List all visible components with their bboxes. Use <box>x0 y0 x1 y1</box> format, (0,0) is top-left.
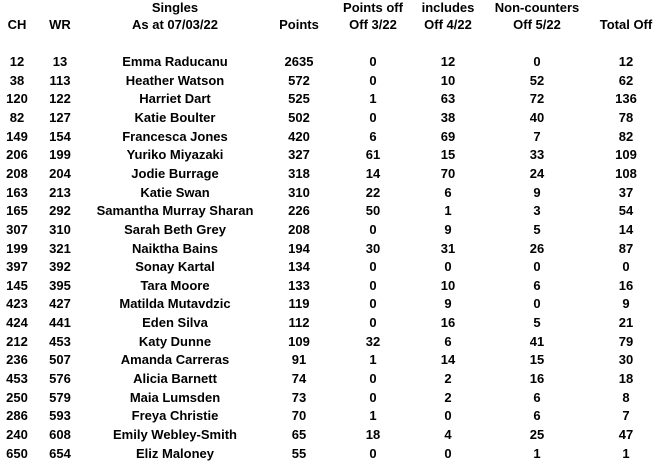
cell-player-name: Harriet Dart <box>139 91 211 106</box>
cell-off-3-22: 0 <box>369 371 377 386</box>
cell-wr: 441 <box>49 315 71 330</box>
cell-wr: 453 <box>49 334 71 349</box>
cell-off-3-22: 0 <box>369 222 377 237</box>
cell-player-name: Eden Silva <box>142 315 208 330</box>
cell-off-4-22: 9 <box>444 296 452 311</box>
cell-off-4-22: 9 <box>444 222 452 237</box>
cell-off-4-22: 6 <box>444 334 452 349</box>
cell-ch: 453 <box>6 371 28 386</box>
cell-ch: 423 <box>6 296 28 311</box>
cell-off-5-22: 6 <box>533 408 541 423</box>
cell-total-off: 7 <box>622 408 630 423</box>
cell-total-off: 47 <box>618 427 634 442</box>
cell-total-off: 62 <box>618 73 634 88</box>
header-off-4-22: Off 4/22 <box>424 17 472 32</box>
cell-off-3-22: 0 <box>369 110 377 125</box>
cell-player-name: Freya Christie <box>131 408 219 423</box>
cell-off-4-22: 14 <box>440 352 456 367</box>
cell-total-off: 54 <box>618 203 634 218</box>
cell-player-name: Sarah Beth Grey <box>124 222 226 237</box>
cell-points: 65 <box>291 427 307 442</box>
cell-off-5-22: 9 <box>533 185 541 200</box>
cell-points: 572 <box>288 73 310 88</box>
cell-wr: 321 <box>49 241 71 256</box>
cell-player-name: Amanda Carreras <box>120 352 230 367</box>
cell-points: 133 <box>288 278 310 293</box>
cell-off-5-22: 40 <box>529 110 545 125</box>
cell-player-name: Tara Moore <box>140 278 210 293</box>
cell-ch: 397 <box>6 259 28 274</box>
cell-wr: 593 <box>49 408 71 423</box>
cell-ch: 240 <box>6 427 28 442</box>
cell-off-4-22: 10 <box>440 278 456 293</box>
cell-ch: 149 <box>6 129 28 144</box>
cell-points: 74 <box>291 371 307 386</box>
cell-off-5-22: 7 <box>533 129 541 144</box>
cell-total-off: 136 <box>615 91 637 106</box>
cell-total-off: 12 <box>618 54 634 69</box>
cell-player-name: Samantha Murray Sharan <box>96 203 254 218</box>
cell-player-name: Emily Webley-Smith <box>112 427 237 442</box>
header-includes: includes <box>421 0 475 15</box>
cell-wr: 154 <box>49 129 71 144</box>
cell-ch: 236 <box>6 352 28 367</box>
cell-points: 226 <box>288 203 310 218</box>
header-singles: Singles <box>151 0 199 15</box>
cell-wr: 13 <box>52 54 68 69</box>
cell-off-5-22: 6 <box>533 278 541 293</box>
cell-points: 194 <box>288 241 310 256</box>
cell-off-4-22: 38 <box>440 110 456 125</box>
cell-wr: 199 <box>49 147 71 162</box>
cell-points: 112 <box>288 315 310 330</box>
cell-off-5-22: 41 <box>529 334 545 349</box>
cell-off-4-22: 2 <box>444 371 452 386</box>
cell-points: 420 <box>288 129 310 144</box>
cell-player-name: Katy Dunne <box>138 334 212 349</box>
cell-off-3-22: 0 <box>369 278 377 293</box>
cell-ch: 286 <box>6 408 28 423</box>
cell-player-name: Alicia Barnett <box>133 371 217 386</box>
cell-off-5-22: 15 <box>529 352 545 367</box>
cell-off-3-22: 0 <box>369 390 377 405</box>
cell-player-name: Katie Swan <box>140 185 210 200</box>
cell-off-5-22: 6 <box>533 390 541 405</box>
cell-off-4-22: 0 <box>444 259 452 274</box>
cell-off-4-22: 63 <box>440 91 456 106</box>
cell-player-name: Jodie Burrage <box>131 166 219 181</box>
cell-ch: 424 <box>6 315 28 330</box>
cell-wr: 395 <box>49 278 71 293</box>
cell-off-4-22: 16 <box>440 315 456 330</box>
cell-player-name: Sonay Kartal <box>135 259 215 274</box>
header-non-counters: Non-counters <box>494 0 580 15</box>
cell-off-3-22: 1 <box>369 91 377 106</box>
cell-off-4-22: 15 <box>440 147 456 162</box>
cell-total-off: 1 <box>622 446 630 461</box>
cell-off-3-22: 30 <box>365 241 381 256</box>
header-off-3-22: Off 3/22 <box>349 17 397 32</box>
cell-points: 310 <box>288 185 310 200</box>
cell-points: 91 <box>291 352 307 367</box>
header-wr: WR <box>49 17 71 32</box>
cell-total-off: 109 <box>615 147 637 162</box>
cell-off-4-22: 10 <box>440 73 456 88</box>
cell-off-3-22: 14 <box>365 166 381 181</box>
cell-total-off: 0 <box>622 259 630 274</box>
cell-off-3-22: 0 <box>369 296 377 311</box>
cell-ch: 307 <box>6 222 28 237</box>
cell-off-3-22: 50 <box>365 203 381 218</box>
cell-off-3-22: 18 <box>365 427 381 442</box>
cell-total-off: 37 <box>618 185 634 200</box>
header-as-at-date: As at 07/03/22 <box>131 17 218 32</box>
cell-wr: 213 <box>49 185 71 200</box>
cell-off-3-22: 0 <box>369 446 377 461</box>
cell-ch: 82 <box>9 110 25 125</box>
cell-ch: 212 <box>6 334 28 349</box>
cell-off-5-22: 72 <box>529 91 545 106</box>
cell-total-off: 9 <box>622 296 630 311</box>
cell-off-4-22: 4 <box>444 427 452 442</box>
cell-off-5-22: 26 <box>529 241 545 256</box>
cell-off-3-22: 0 <box>369 259 377 274</box>
cell-points: 134 <box>288 259 310 274</box>
cell-off-3-22: 1 <box>369 408 377 423</box>
cell-player-name: Maia Lumsden <box>129 390 221 405</box>
cell-total-off: 16 <box>618 278 634 293</box>
cell-total-off: 30 <box>618 352 634 367</box>
cell-points: 119 <box>288 296 310 311</box>
cell-points: 73 <box>291 390 307 405</box>
cell-points: 502 <box>288 110 310 125</box>
cell-wr: 392 <box>49 259 71 274</box>
cell-wr: 576 <box>49 371 71 386</box>
cell-ch: 250 <box>6 390 28 405</box>
cell-off-3-22: 1 <box>369 352 377 367</box>
cell-off-3-22: 0 <box>369 315 377 330</box>
cell-points: 2635 <box>284 54 314 69</box>
cell-player-name: Katie Boulter <box>134 110 216 125</box>
cell-wr: 654 <box>49 446 71 461</box>
cell-total-off: 14 <box>618 222 634 237</box>
cell-off-4-22: 69 <box>440 129 456 144</box>
cell-off-5-22: 16 <box>529 371 545 386</box>
cell-off-5-22: 5 <box>533 222 541 237</box>
cell-ch: 120 <box>6 91 28 106</box>
cell-player-name: Francesca Jones <box>122 129 228 144</box>
cell-off-3-22: 6 <box>369 129 377 144</box>
header-ch: CH <box>7 17 27 32</box>
cell-off-3-22: 32 <box>365 334 381 349</box>
cell-player-name: Naiktha Bains <box>132 241 218 256</box>
cell-off-5-22: 0 <box>533 54 541 69</box>
cell-ch: 165 <box>6 203 28 218</box>
cell-off-5-22: 5 <box>533 315 541 330</box>
cell-total-off: 18 <box>618 371 634 386</box>
cell-wr: 427 <box>49 296 71 311</box>
cell-off-5-22: 0 <box>533 259 541 274</box>
cell-off-5-22: 1 <box>533 446 541 461</box>
cell-off-3-22: 0 <box>369 54 377 69</box>
cell-off-3-22: 0 <box>369 73 377 88</box>
cell-player-name: Yuriko Miyazaki <box>126 147 224 162</box>
cell-off-4-22: 12 <box>440 54 456 69</box>
cell-points: 208 <box>288 222 310 237</box>
cell-ch: 650 <box>6 446 28 461</box>
cell-wr: 127 <box>49 110 71 125</box>
cell-total-off: 21 <box>618 315 634 330</box>
cell-off-4-22: 0 <box>444 446 452 461</box>
cell-total-off: 87 <box>618 241 634 256</box>
cell-wr: 310 <box>49 222 71 237</box>
cell-ch: 145 <box>6 278 28 293</box>
cell-off-4-22: 0 <box>444 408 452 423</box>
cell-ch: 12 <box>9 54 25 69</box>
cell-off-4-22: 70 <box>440 166 456 181</box>
cell-wr: 507 <box>49 352 71 367</box>
cell-off-4-22: 6 <box>444 185 452 200</box>
cell-ch: 199 <box>6 241 28 256</box>
cell-player-name: Emma Raducanu <box>122 54 228 69</box>
cell-total-off: 78 <box>618 110 634 125</box>
cell-off-3-22: 61 <box>365 147 381 162</box>
cell-wr: 113 <box>49 73 71 88</box>
cell-off-5-22: 0 <box>533 296 541 311</box>
cell-off-3-22: 22 <box>365 185 381 200</box>
cell-points: 525 <box>288 91 310 106</box>
header-points-off-line1: Points off <box>343 0 403 15</box>
header-total-off: Total Off <box>599 17 653 32</box>
header-off-5-22: Off 5/22 <box>513 17 561 32</box>
cell-off-5-22: 52 <box>529 73 545 88</box>
cell-off-5-22: 25 <box>529 427 545 442</box>
cell-points: 109 <box>288 334 310 349</box>
cell-wr: 292 <box>49 203 71 218</box>
cell-wr: 579 <box>49 390 71 405</box>
cell-wr: 204 <box>49 166 71 181</box>
cell-ch: 206 <box>6 147 28 162</box>
cell-wr: 122 <box>49 91 71 106</box>
cell-total-off: 82 <box>618 129 634 144</box>
cell-off-4-22: 1 <box>444 203 452 218</box>
cell-player-name: Matilda Mutavdzic <box>119 296 231 311</box>
cell-points: 55 <box>291 446 307 461</box>
cell-off-5-22: 3 <box>533 203 541 218</box>
cell-ch: 208 <box>6 166 28 181</box>
cell-off-4-22: 31 <box>440 241 456 256</box>
cell-ch: 163 <box>6 185 28 200</box>
cell-player-name: Heather Watson <box>125 73 225 88</box>
cell-off-4-22: 2 <box>444 390 452 405</box>
cell-total-off: 79 <box>618 334 634 349</box>
cell-player-name: Eliz Maloney <box>135 446 215 461</box>
cell-off-5-22: 24 <box>529 166 545 181</box>
header-points: Points <box>279 17 319 32</box>
cell-off-5-22: 33 <box>529 147 545 162</box>
cell-points: 70 <box>291 408 307 423</box>
cell-points: 327 <box>288 147 310 162</box>
cell-total-off: 108 <box>615 166 637 181</box>
cell-ch: 38 <box>9 73 25 88</box>
cell-points: 318 <box>288 166 310 181</box>
cell-wr: 608 <box>49 427 71 442</box>
cell-total-off: 8 <box>622 390 630 405</box>
